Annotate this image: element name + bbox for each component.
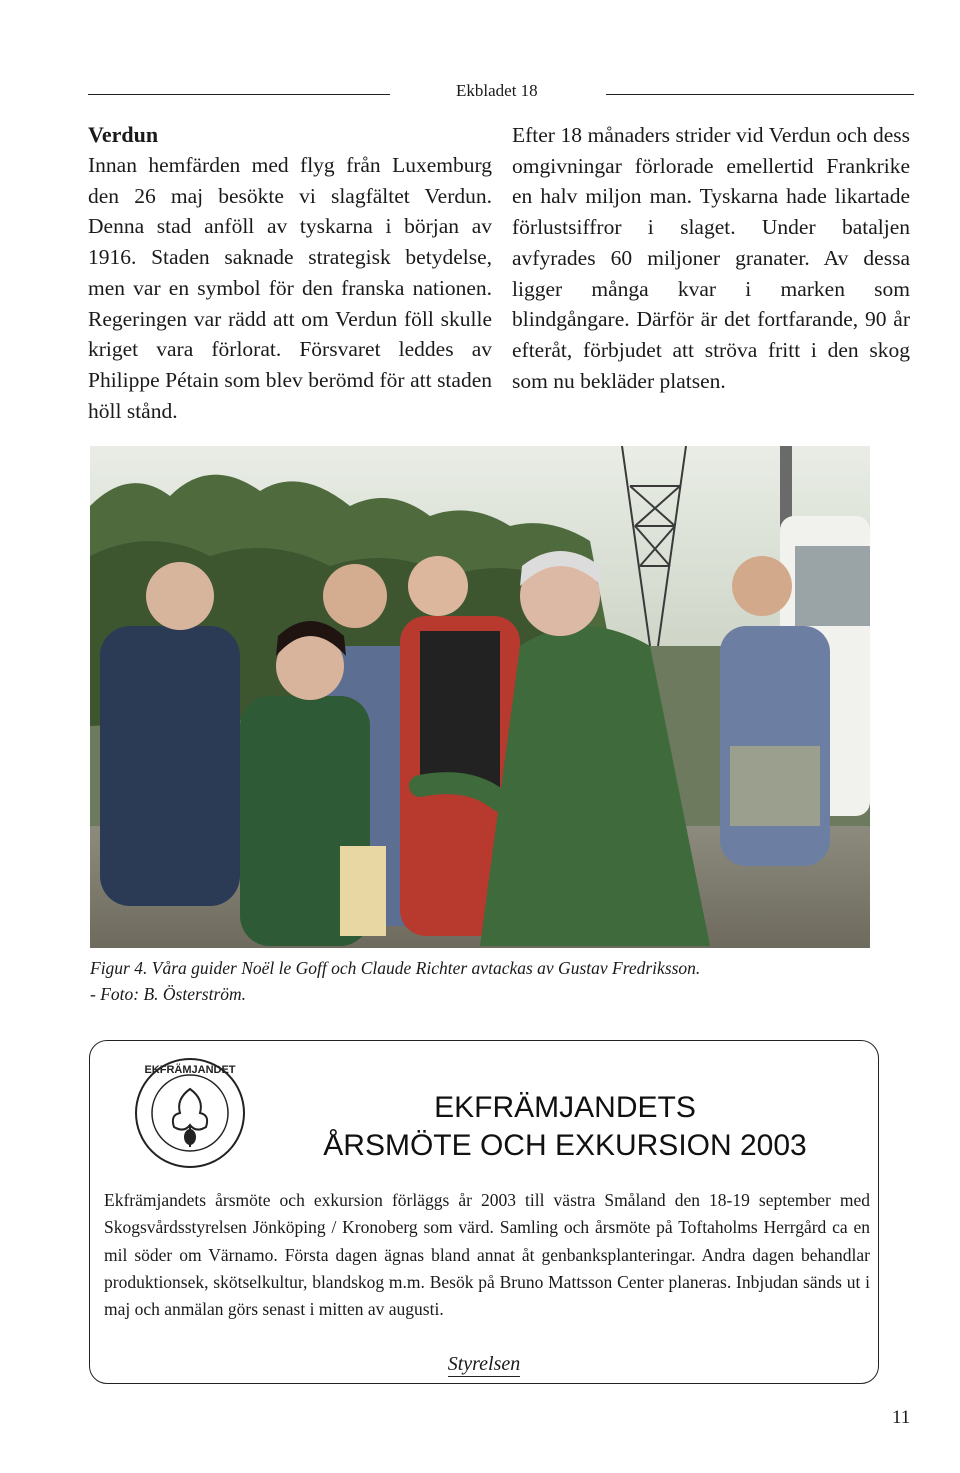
figure-credit: - Foto: B. Österström.: [90, 984, 247, 1004]
announcement-title-line2: ÅRSMÖTE OCH EXKURSION 2003: [323, 1129, 807, 1162]
running-header: [88, 78, 914, 108]
left-column: [88, 120, 492, 426]
page-number: 11: [892, 1407, 911, 1428]
header-title: Ekbladet 18: [456, 81, 538, 100]
figure-caption-text: Våra guider Noël le Goff och Claude Richter avtackas av Gustav Fredriksson.: [151, 958, 701, 978]
announcement-body: Ekfrämjandets årsmöte och exkursion förläggs år 2003 till västra Småland den 18-19 september med Skogsvårdsstyrelsen Jönköping / Kronoberg som värd. Samling och årsmöte på Toftaholms Herrgård ca en mil söder om Värnamo. Första dagen ägnas bland annat åt genbanksplanteringar. Andra dagen behandlar produktionsek, skötselkultur, blandskog m.m. Besök på Bruno Mattsson Center planeras. Inbjudan sänds ut i maj och anmälan görs senast i mitten av augusti.: [104, 1190, 870, 1320]
logo-wordmark: [144, 1063, 235, 1076]
announcement-box: [89, 1040, 879, 1384]
ekframjandet-logo-icon: [132, 1055, 248, 1171]
announcement-title-line1: EKFRÄMJANDETS: [434, 1091, 696, 1124]
photo-bus-window: [795, 546, 870, 626]
right-column-text: Efter 18 månaders strider vid Verdun och dess omgivningar förlorade emellertid Frankrike en halv miljon man. Tyskarna hade likartade förlustsiffror i slaget. Under bataljen avfyrades 60 miljoner granater. Av dessa ligger många kvar i marken som blindgångare. Därför är det fortfarande, 90 år efteråt, förbjudet att ströva fritt i den skog som nu bekläder platsen.: [512, 123, 910, 393]
left-column-text: Innan hemfärden med flyg från Luxemburg den 26 maj besökte vi slagfältet Verdun. Denna stad anföll av tyskarna i början av 1916. Staden saknade strategisk betydelse, men var en symbol för den franska nationen. Regeringen var rädd att om Verdun föll skulle kriget vara förlorat. Försvaret leddes av Philippe Pétain som blev berömd för att staden höll stånd.: [88, 153, 492, 423]
announcement-title: [260, 1089, 870, 1165]
right-column: [512, 120, 910, 396]
announcement-signature: [90, 1353, 878, 1376]
photo-illustration: [90, 446, 870, 948]
figure-photo: [90, 446, 870, 948]
figure-caption: [90, 955, 870, 1007]
figure-label: Figur 4.: [90, 958, 148, 978]
header-rule-right: [606, 94, 914, 95]
section-heading: Verdun: [88, 122, 159, 147]
header-rule-left: [88, 94, 390, 95]
signature-text: Styrelsen: [447, 1353, 521, 1375]
logo-text: EKFRÄMJANDET: [144, 1064, 236, 1076]
